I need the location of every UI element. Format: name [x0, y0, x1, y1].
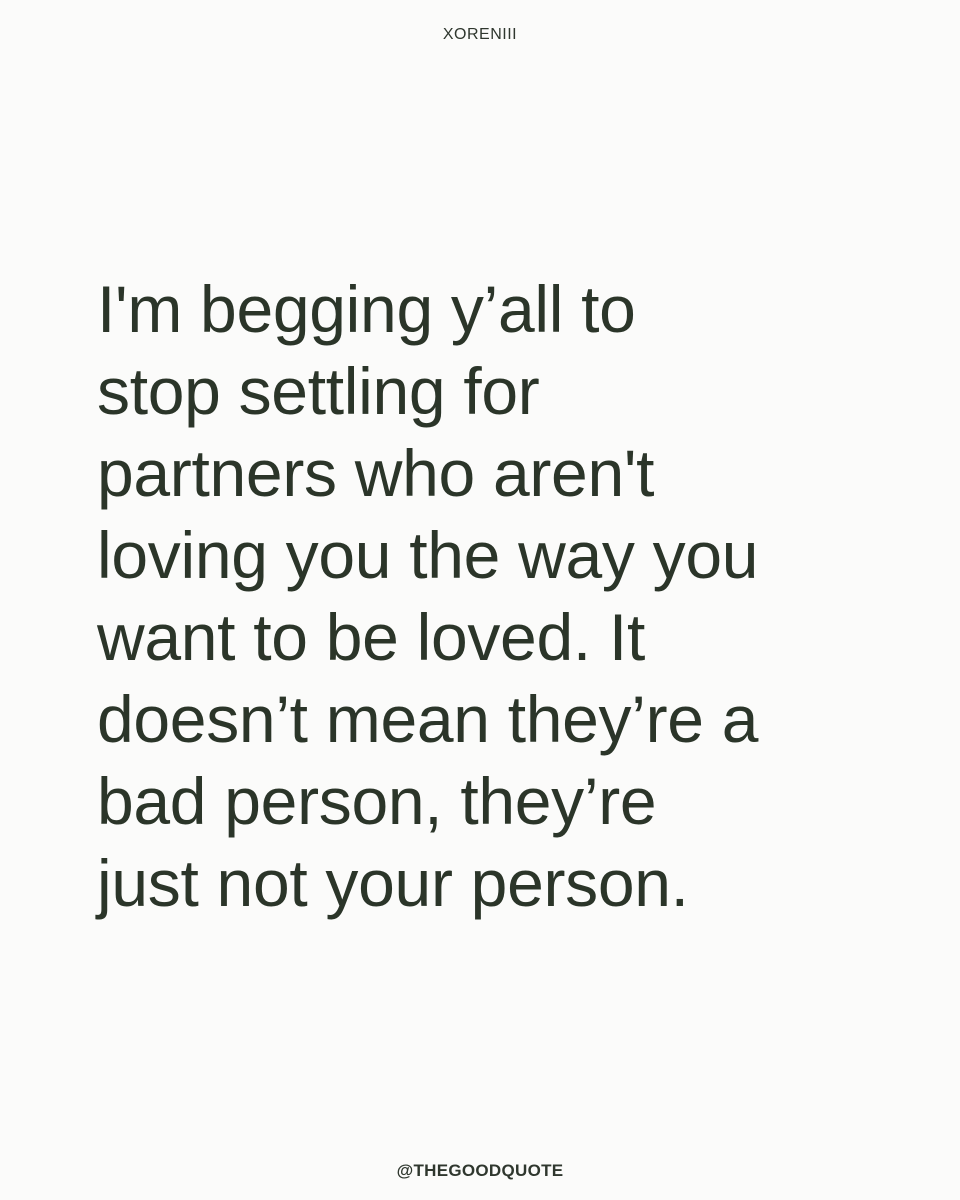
quote-line: doesn’t mean they’re a: [97, 682, 759, 756]
quote-line: I'm begging y’all to: [97, 272, 636, 346]
quote-line: just not your person.: [97, 846, 689, 920]
quote-line: want to be loved. It: [97, 600, 646, 674]
quote-line: loving you the way you: [97, 518, 759, 592]
quote-line: stop settling for: [97, 354, 540, 428]
account-handle: @THEGOODQUOTE: [396, 1161, 564, 1180]
quote-line: bad person, they’re: [97, 764, 657, 838]
author-name: XORENIII: [442, 26, 518, 43]
quote-text: [97, 268, 917, 924]
quote-line: partners who aren't: [97, 436, 655, 510]
